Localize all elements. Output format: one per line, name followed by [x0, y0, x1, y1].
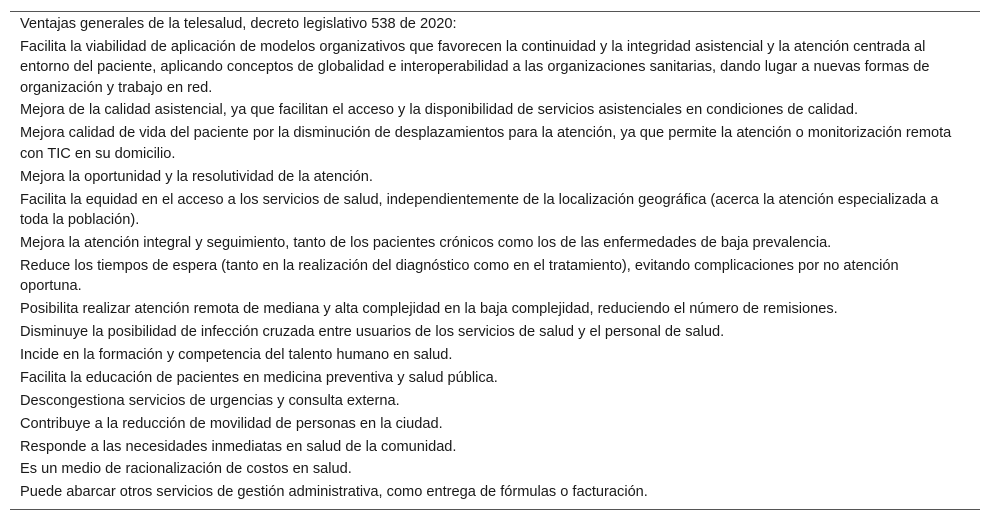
list-item: Mejora de la calidad asistencial, ya que facilitan el acceso y la disponibilidad de servicios asistenciales en condiciones de calidad.	[20, 102, 859, 119]
benefits-list	[20, 37, 980, 503]
list-item: Disminuye la posibilidad de infección cruzada entre usuarios de los servicios de salud y el personal de salud.	[20, 324, 725, 341]
list-item: Mejora la oportunidad y la resolutividad de la atención.	[20, 168, 373, 185]
list-item: Reduce los tiempos de espera (tanto en la realización del diagnóstico como en el tratamiento), evitando complicaciones por no atención oportuna.	[20, 257, 899, 295]
list-item: Responde a las necesidades inmediatas en salud de la comunidad.	[20, 438, 457, 455]
list-item: Mejora la atención integral y seguimiento, tanto de los pacientes crónicos como los de las enfermedades de baja prevalencia.	[20, 234, 832, 251]
list-item: Contribuye a la reducción de movilidad de personas en la ciudad.	[20, 415, 443, 432]
list-item: Puede abarcar otros servicios de gestión administrativa, como entrega de fórmulas o facturación.	[20, 484, 648, 501]
list-item: Facilita la viabilidad de aplicación de modelos organizativos que favorecen la continuidad y la integridad asistencial y la atención centrada al entorno del paciente, aplicando conceptos de globalidad e interoperabilidad a las organizaciones sanitarias, dando lugar a nuevas formas de organización y trabajo en red.	[20, 38, 930, 96]
benefits-table	[10, 11, 980, 510]
list-item: Mejora calidad de vida del paciente por la disminución de desplazamientos para la atención, ya que permite la atención o monitorización remota con TIC en su domicilio.	[20, 125, 952, 162]
table-title: Ventajas generales de la telesalud, decreto legislativo 538 de 2020:	[20, 16, 457, 32]
list-item: Descongestiona servicios de urgencias y consulta externa.	[20, 392, 400, 409]
list-item: Incide en la formación y competencia del talento humano en salud.	[20, 347, 453, 364]
list-item: Es un medio de racionalización de costos en salud.	[20, 461, 352, 478]
list-item: Facilita la equidad en el acceso a los servicios de salud, independientemente de la localización geográfica (acerca la atención especializada a toda la población).	[20, 191, 939, 229]
list-item: Posibilita realizar atención remota de mediana y alta complejidad en la baja complejidad, reduciendo el número de remisiones.	[20, 301, 838, 318]
list-item: Facilita la educación de pacientes en medicina preventiva y salud pública.	[20, 369, 498, 386]
